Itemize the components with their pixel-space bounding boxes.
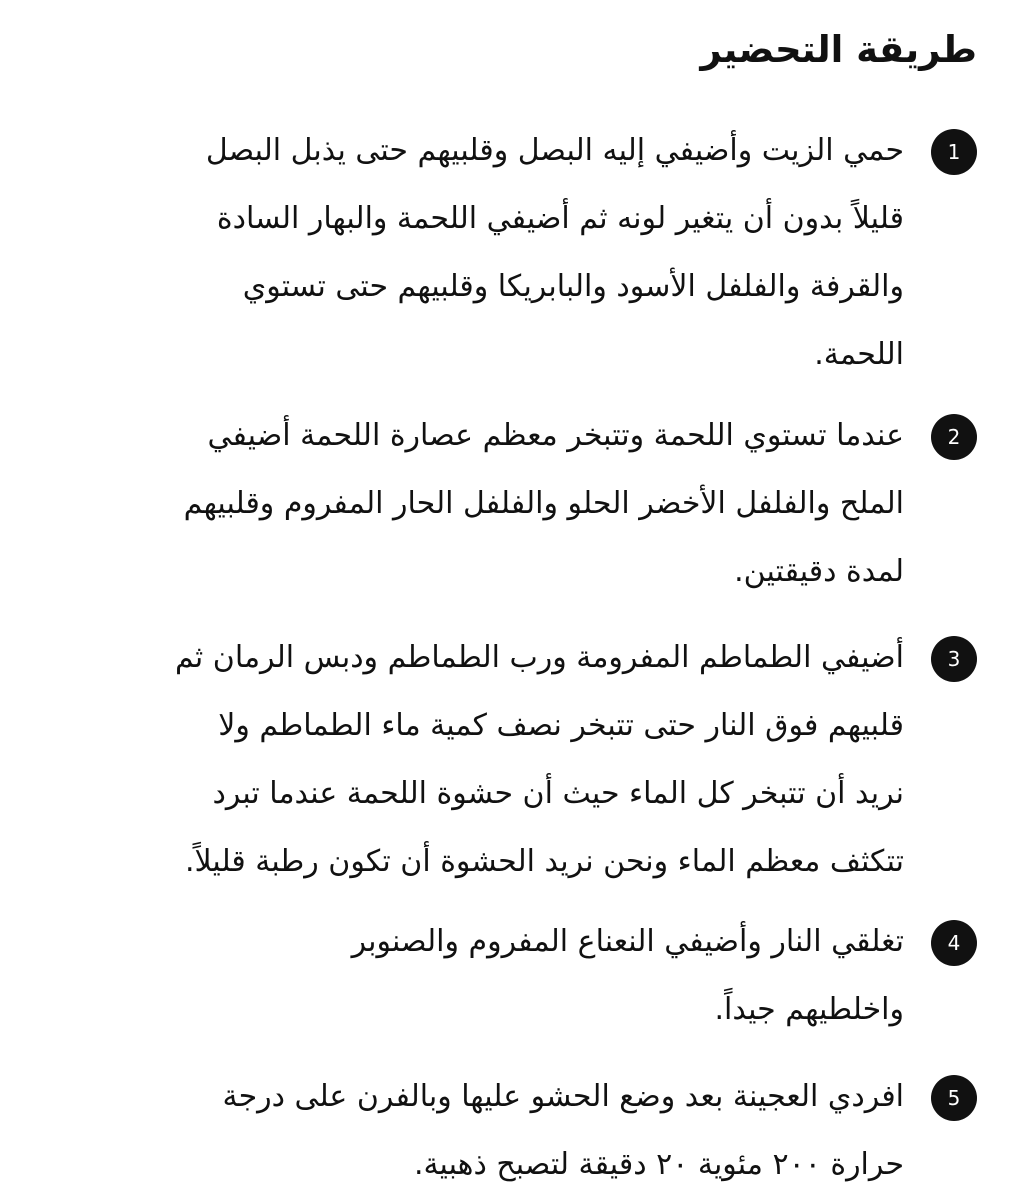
step-number-badge: 1 bbox=[931, 129, 977, 175]
step-text bbox=[44, 908, 904, 1044]
step-line: حرارة ٢٠٠ مئوية ٢٠ دقيقة لتصبح ذهبية. bbox=[413, 1147, 904, 1182]
step-number-badge: 2 bbox=[931, 414, 977, 460]
step-line: نريد أن تتبخر كل الماء حيث أن حشوة اللحمة عندما تبرد bbox=[212, 776, 904, 811]
step-line: اللحمة. bbox=[814, 337, 904, 372]
step-text bbox=[44, 1063, 904, 1199]
step-number-badge: 3 bbox=[931, 636, 977, 682]
step-line: لمدة دقيقتين. bbox=[734, 554, 904, 589]
step-line: قليلاً بدون أن يتغير لونه ثم أضيفي اللحمة والبهار السادة bbox=[216, 201, 904, 236]
step-text bbox=[44, 117, 904, 389]
step-text bbox=[44, 402, 904, 606]
step-line: تغلقي النار وأضيفي النعناع المفروم والصنوبر bbox=[351, 924, 904, 959]
step-line: واخلطيهم جيداً. bbox=[714, 992, 904, 1027]
step-number-badge: 4 bbox=[931, 920, 977, 966]
step-line: تتكثف معظم الماء ونحن نريد الحشوة أن تكون رطبة قليلاً. bbox=[184, 844, 904, 879]
step-line: قلبيهم فوق النار حتى تتبخر نصف كمية ماء الطماطم ولا bbox=[218, 708, 904, 743]
step-line: الملح والفلفل الأخضر الحلو والفلفل الحار المفروم وقلبيهم bbox=[183, 486, 904, 521]
step-line: والقرفة والفلفل الأسود والبابريكا وقلبيهم حتى تستوي bbox=[242, 269, 904, 304]
step-line: عندما تستوي اللحمة وتتبخر معظم عصارة اللحمة أضيفي bbox=[207, 418, 904, 453]
step-line: حمي الزيت وأضيفي إليه البصل وقلبيهم حتى يذبل البصل bbox=[205, 133, 904, 168]
page-title: طريقة التحضير bbox=[700, 28, 977, 71]
step-line: أضيفي الطماطم المفرومة ورب الطماطم ودبس الرمان ثم bbox=[174, 640, 904, 675]
step-text bbox=[44, 624, 904, 896]
step-number-badge: 5 bbox=[931, 1075, 977, 1121]
step-line: افردي العجينة بعد وضع الحشو عليها وبالفرن على درجة bbox=[222, 1079, 904, 1114]
